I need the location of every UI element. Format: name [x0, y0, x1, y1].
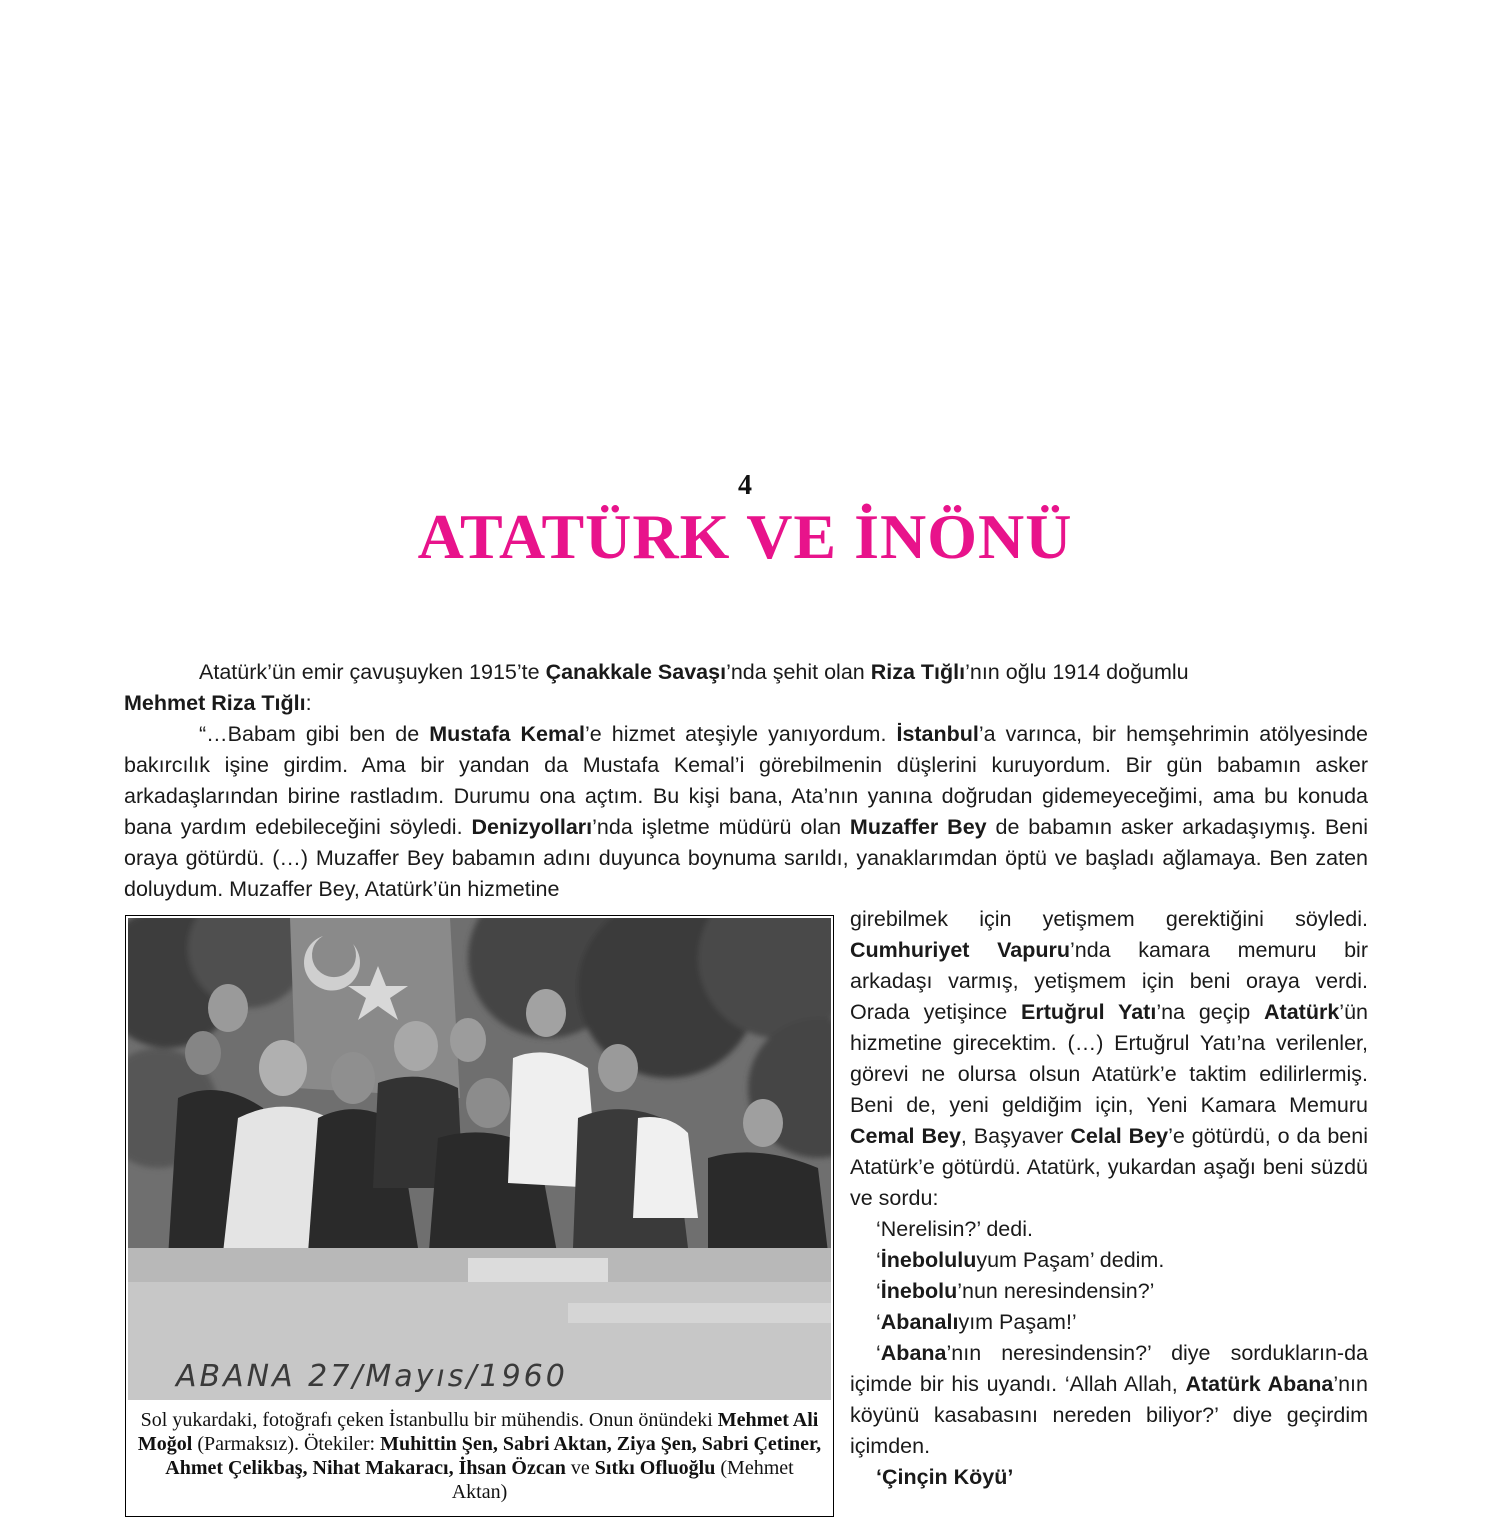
dialogue-line-1: ‘Nerelisin?’ dedi. — [876, 1217, 1033, 1241]
dialogue-line-4: ‘Abanalıyım Paşam!’ — [876, 1310, 1077, 1334]
chapter-title: ATATÜRK VE İNÖNÜ — [417, 501, 1073, 572]
dialogue-line-5: ‘Abana’nın neresindensin?’ diye sordukların-da içimde bir his uyandı. ‘Allah Allah, Atatürk Abana’nın köyünü kasabasını nereden biliyor?’ diye geçirdim içimden. — [850, 1341, 1368, 1458]
dialogue-line-3: ‘İnebolu’nun neresindensin?’ — [876, 1279, 1155, 1303]
photo-figure — [125, 915, 834, 1517]
chapter-number: 4 — [738, 470, 752, 501]
dialogue-line-2: ‘İneboluluyum Paşam’ dedim. — [876, 1248, 1165, 1272]
intro-paragraph: Atatürk’ün emir çavuşuyken 1915’te Çanakkale Savaşı’nda şehit olan Riza Tığlı’nın oğlu 1914 doğumlu Mehmet Riza Tığlı: — [124, 660, 1189, 715]
dialogue-line-6: ‘Çinçin Köyü’ — [876, 1465, 1014, 1489]
quote-paragraph: “…Babam gibi ben de Mustafa Kemal’e hizmet ateşiyle yanıyordum. İstanbul’a varınca, bir hemşehrimin atölyesinde bakırcılık işine girdim. Ama bir yandan da Mustafa Kemal’i görebilmenin düşlerini kuruyordum. Bir gün babamın asker arkadaşlarından birine rastladım. Durumu ona açtım. Bu kişi bana, Ata’nın yanına doğrudan gidemeyeceğimi, ama bu konuda bana yardım edebileceğini söyledi. Denizyolları’nda işletme müdürü olan Muzaffer Bey de babamın asker arkadaşıymış. Beni oraya götürdü. (…) Muzaffer Bey babamın adını duyunca boynuma sarıldı, yanaklarımdan öptü ve başladı ağlamaya. Ben zaten doluydum. Muzaffer Bey, Atatürk’ün hizmetine — [124, 722, 1369, 901]
right-column-text — [850, 904, 1368, 1493]
photo-inscription: ABANA 27/Mayıs/1960 — [176, 1359, 568, 1394]
column-paragraph: girebilmek için yetişmem gerektiğini söyledi. Cumhuriyet Vapuru’nda kamara memuru bir arkadaşı varmış, yetişmem için beni oraya verdi. Orada yetişince Ertuğrul Yatı’na geçip Atatürk’ün hizmetine girecektim. (…) Ertuğrul Yatı’na verilenler, görevi ne olursa olsun Atatürk’e taktim edilirlermiş. Beni de, yeni geldiğim için, Yeni Kamara Memuru Cemal Bey, Başyaver Celal Bey’e götürdü, o da beni Atatürk’e götürdü. Atatürk, yukardan aşağı beni süzdü ve sordu: — [850, 907, 1368, 1210]
photo-caption: Sol yukardaki, fotoğrafı çeken İstanbullu bir mühendis. Onun önündeki Mehmet Ali Moğol (Parmaksız). Ötekiler: Muhittin Şen, Sabri Aktan, Ziya Şen, Sabri Çetiner, Ahmet Çelikbaş, Nihat Makaracı, İhsan Özcan ve Sıtkı Ofluoğlu (Mehmet Aktan) — [137, 1409, 822, 1503]
group-photo — [128, 918, 831, 1400]
